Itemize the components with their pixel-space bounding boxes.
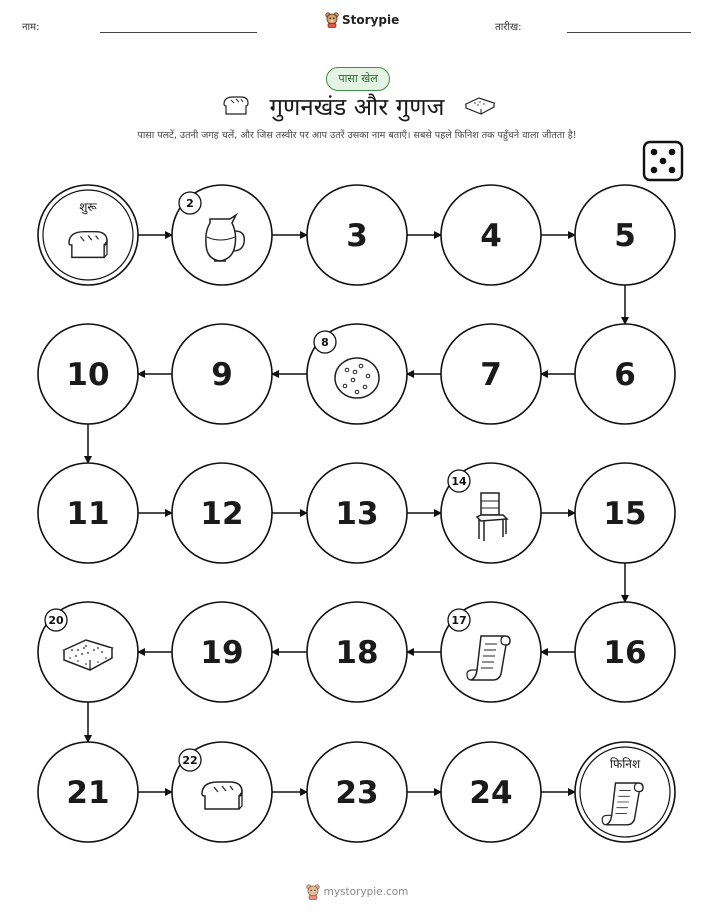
board-space-4[interactable] — [441, 185, 541, 285]
space-number: 4 — [480, 218, 502, 254]
board-space-13[interactable] — [307, 463, 407, 563]
board-space-5[interactable] — [575, 185, 675, 285]
space-number: 13 — [335, 496, 379, 532]
space-number: 16 — [603, 635, 647, 671]
space-badge-number: 22 — [182, 754, 198, 767]
space-number: 3 — [346, 218, 368, 254]
board-space-9[interactable] — [172, 324, 272, 424]
space-number: 10 — [66, 357, 110, 393]
footer-site: mystorypie.com — [323, 886, 409, 898]
space-number: 15 — [603, 496, 647, 532]
cookie-icon — [335, 358, 379, 398]
game-type-tag: पासा खेल — [326, 67, 390, 91]
space-number: 18 — [335, 635, 379, 671]
board-space-7[interactable] — [441, 324, 541, 424]
bread-loaf-icon — [202, 782, 242, 809]
space-number: 12 — [200, 496, 244, 532]
finish-label: फिनिश — [609, 757, 641, 771]
board-space-17[interactable] — [441, 602, 541, 702]
brand-name: Storypie — [342, 13, 400, 27]
instructions: पासा पलटें, उतनी जगह चलें, और जिस तस्वीर पर आप उतरें उसका नाम बताएँ। सबसे पहले फिनिश तक पहुँचने वाला जीतता है! — [137, 130, 577, 141]
board-space-2[interactable] — [172, 185, 272, 285]
board-space-16[interactable] — [575, 602, 675, 702]
name-label: नाम: — [22, 22, 40, 33]
space-number: 7 — [480, 357, 502, 393]
board-space-10[interactable] — [38, 324, 138, 424]
space-badge-number: 20 — [48, 614, 64, 627]
board-space-8[interactable] — [307, 324, 407, 424]
board-space-24[interactable] — [441, 742, 541, 842]
board-space-14[interactable] — [441, 463, 541, 563]
space-number: 19 — [200, 635, 244, 671]
storypie-bear-icon — [306, 884, 320, 900]
board-space-1[interactable] — [38, 185, 138, 285]
board-space-15[interactable] — [575, 463, 675, 563]
date-label: तारीख: — [495, 22, 522, 33]
space-number: 24 — [469, 775, 513, 811]
board-space-22[interactable] — [172, 742, 272, 842]
board-space-25[interactable] — [575, 742, 675, 842]
board-space-11[interactable] — [38, 463, 138, 563]
start-label: शुरू — [79, 200, 97, 214]
board-space-20[interactable] — [38, 602, 138, 702]
board-space-19[interactable] — [172, 602, 272, 702]
space-badge-number: 8 — [321, 336, 329, 349]
space-badge-number: 17 — [451, 614, 467, 627]
space-badge-number: 14 — [451, 475, 467, 488]
board-space-3[interactable] — [307, 185, 407, 285]
page-title: गुणनखंड और गुणज — [269, 93, 445, 121]
space-number: 21 — [66, 775, 110, 811]
space-number: 9 — [211, 357, 233, 393]
space-number: 5 — [614, 218, 636, 254]
space-number: 23 — [335, 775, 379, 811]
board-space-21[interactable] — [38, 742, 138, 842]
board-space-18[interactable] — [307, 602, 407, 702]
space-badge-number: 2 — [186, 197, 194, 210]
bread-loaf-icon — [69, 232, 107, 258]
space-number: 6 — [614, 357, 636, 393]
board-space-12[interactable] — [172, 463, 272, 563]
space-number: 11 — [66, 496, 110, 532]
footer — [0, 884, 714, 900]
board-space-6[interactable] — [575, 324, 675, 424]
board-space-23[interactable] — [307, 742, 407, 842]
